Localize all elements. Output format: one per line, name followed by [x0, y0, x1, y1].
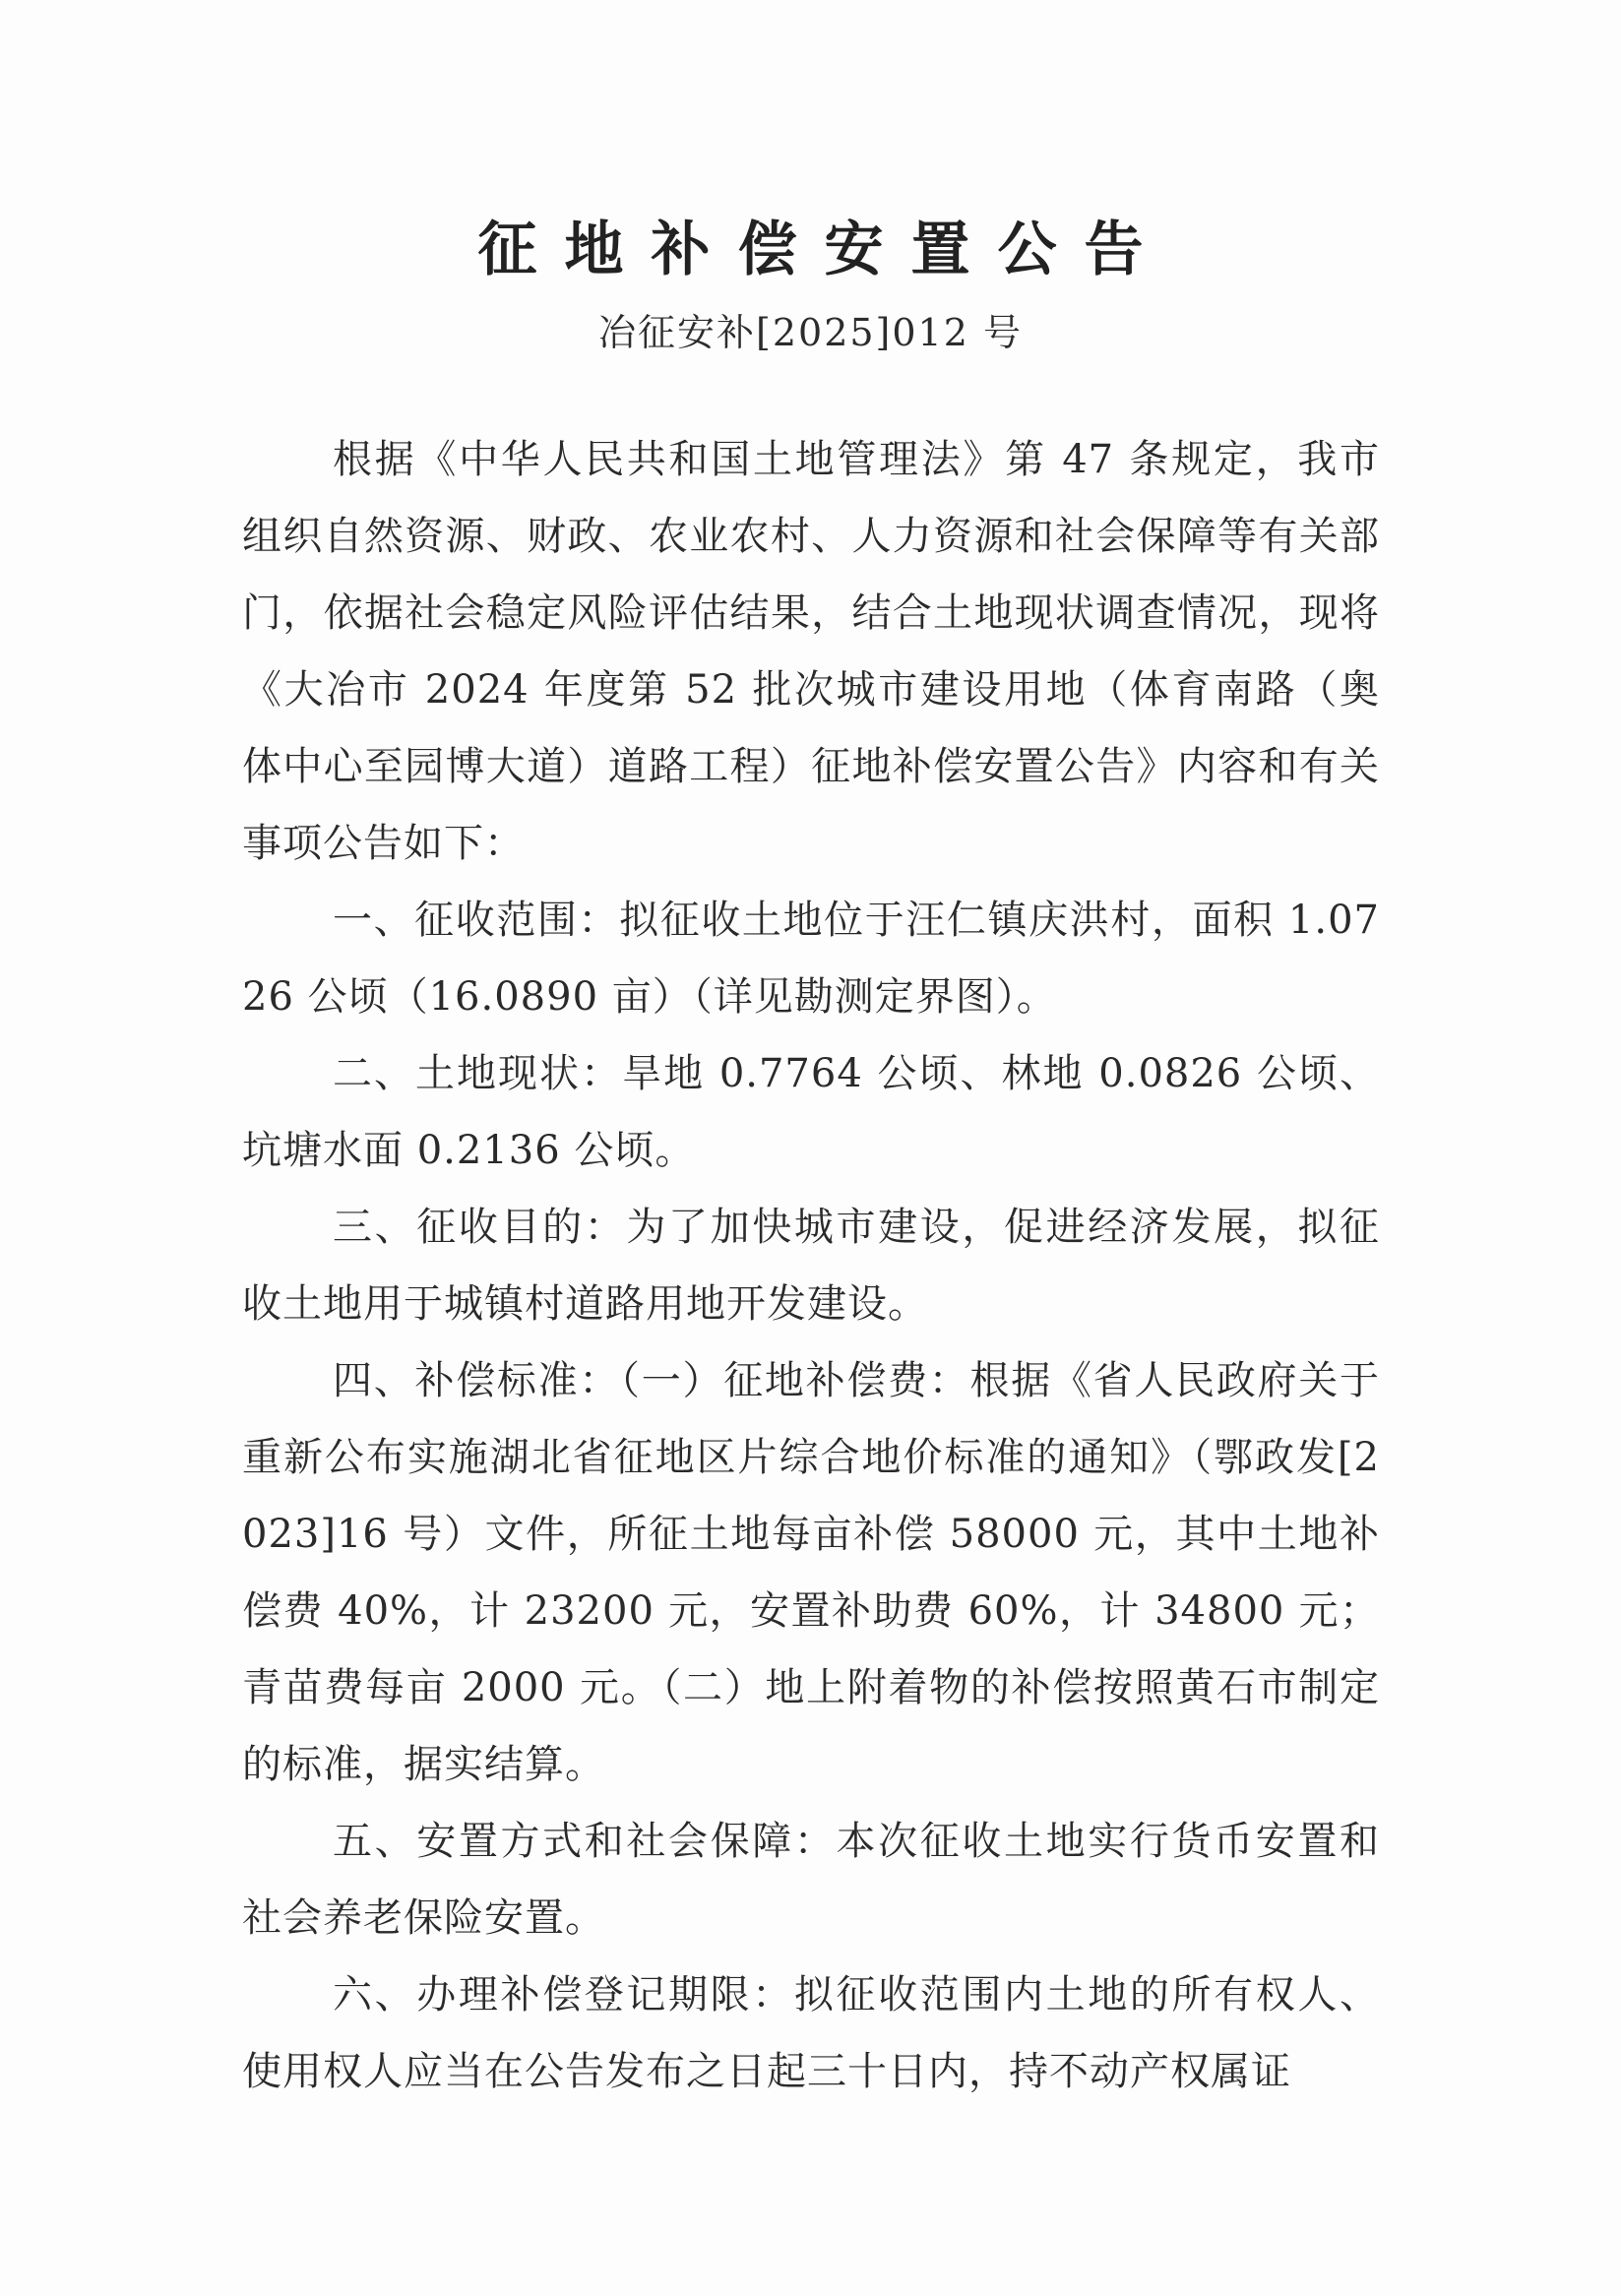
- paragraph-resettlement: 五、安置方式和社会保障：本次征收土地实行货币安置和社会养老保险安置。: [242, 1819, 1380, 1941]
- paragraph-land-status: 二、土地现状：旱地 0.7764 公顷、林地 0.0826 公顷、坑塘水面 0.2136 公顷。: [242, 1051, 1380, 1173]
- paragraph-registration-deadline: 六、办理补偿登记期限：拟征收范围内土地的所有权人、使用权人应当在公告发布之日起三十日内，持不动产权属证: [242, 1972, 1380, 2094]
- document-title: 征地补偿安置公告: [477, 216, 1171, 284]
- paragraph-compensation-standard: 四、补偿标准：（一）征地补偿费：根据《省人民政府关于重新公布实施湖北省征地区片综合地价标准的通知》（鄂政发[2023]16 号）文件，所征土地每亩补偿 58000 元，其中土地补偿费 40%，计 23200 元，安置补助费 60%，计 34800 元；青苗费每亩 2000 元。（二）地上附着物的补偿按照黄石市制定的标准，据实结算。: [242, 1358, 1380, 1787]
- document-number: 冶征安补[2025]012 号: [598, 311, 1023, 354]
- document-body: [242, 421, 1380, 2110]
- paragraph-scope: 一、征收范围：拟征收土地位于汪仁镇庆洪村，面积 1.0726 公顷（16.0890 亩）（详见勘测定界图）。: [242, 898, 1380, 1020]
- paragraph-intro: 根据《中华人民共和国土地管理法》第 47 条规定，我市组织自然资源、财政、农业农村、人力资源和社会保障等有关部门，依据社会稳定风险评估结果，结合土地现状调查情况，现将《大冶市 2024 年度第 52 批次城市建设用地（体育南路（奥体中心至园博大道）道路工程）征地补偿安置公告》内容和有关事项公告如下：: [242, 437, 1380, 866]
- paragraph-purpose: 三、征收目的：为了加快城市建设，促进经济发展，拟征收土地用于城镇村道路用地开发建设。: [242, 1205, 1380, 1327]
